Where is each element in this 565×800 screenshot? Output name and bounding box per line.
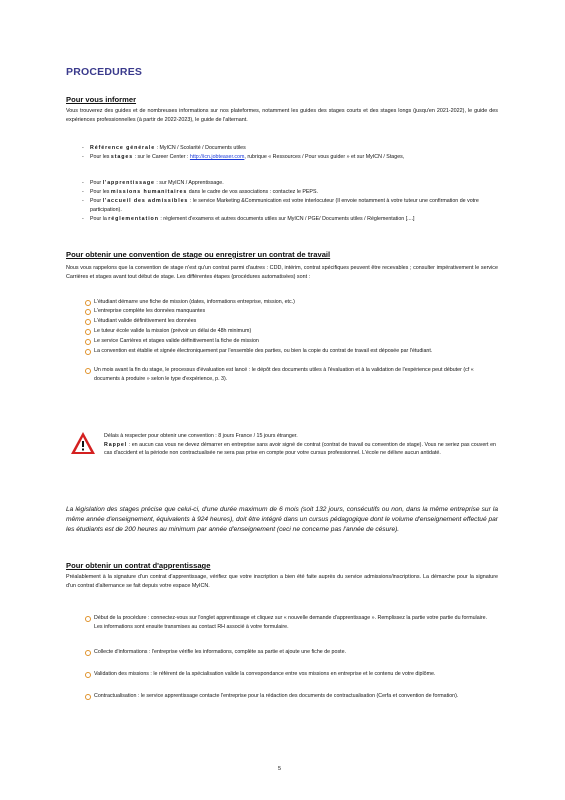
ring-bullet-icon [85, 368, 91, 374]
list-item: Contractualisation : le service apprentissage contacte l'entreprise pour la rédaction des documents de contractualisation (Cerfa et convention de formation). [94, 692, 494, 701]
list-item: - Pour les missions humanitaires dans le cadre de vos associations : contactez le PEPS. [82, 189, 318, 195]
dash-bullet: - [82, 180, 84, 186]
section-informer-intro: Vous trouverez des guides et de nombreuses informations sur nos plateformes, notamment les guides des stages courts et des stages longs (jusqu'en 2021-2022), le guide des expériences professionnelles (à partir de 2022-2023), le guide de l'alternant. [66, 108, 498, 123]
dash-bullet: - [82, 216, 84, 222]
list-item: La convention est établie et signée électroniquement par l'ensemble des parties, ou bien la copie du contrat de travail est déposée par l'étudiant. [94, 347, 494, 356]
ring-bullet-icon [85, 339, 91, 345]
list-item: Un mois avant la fin du stage, le processus d'évaluation est lancé : le dépôt des documents utiles à l'évaluation et à la validation de l'expérience peut débuter (cf « documents à produire » selon le type d'expérience, p. 3). [94, 366, 494, 383]
list-item: L'étudiant valide définitivement les données [94, 317, 494, 326]
page-title: PROCEDURES [66, 66, 143, 78]
ring-bullet-icon [85, 300, 91, 306]
list-item: - Pour l'accueil des admissibles : le service Marketing &Communication est votre interlocuteur (Il envoie notamment à votre tuteur une confirmation de votre participation). [82, 198, 479, 213]
ring-bullet-icon [85, 672, 91, 678]
warning-triangle-icon [70, 431, 96, 455]
warning-note: Délais à respecter pour obtenir une convention : 8 jours France / 15 jours étranger. Rappel : en aucun cas vous ne devez démarrer en entreprise sans avoir signé de contrat (contrat de travail ou convention de stage). Vous ne seriez pas couvert en cas d'accident et la période non contractualisée ne sera pas prise en compte pour votre cursus professionnel. L'école ne délivre aucun antidaté. [104, 433, 496, 457]
ring-bullet-icon [85, 329, 91, 335]
page-number: 5 [278, 766, 282, 772]
list-item: - Pour l'apprentissage : sur MyICN / Apprentissage. [82, 180, 224, 186]
career-center-link[interactable]: http://icn.jobteaser.com [189, 154, 245, 160]
ring-bullet-icon [85, 650, 91, 656]
list-item: Le service Carrières et stages valide définitivement la fiche de mission [94, 337, 494, 346]
section-heading-convention: Pour obtenir une convention de stage ou enregistrer un contrat de travail [66, 250, 331, 259]
list-item: L'entreprise complète les données manquantes [94, 307, 494, 316]
ring-bullet-icon [85, 319, 91, 325]
ring-bullet-icon [85, 694, 91, 700]
list-item: Collecte d'informations : l'entreprise vérifie les informations, complète sa partie et ajoute une fiche de poste. [94, 648, 494, 657]
dash-bullet: - [82, 154, 84, 160]
list-item: Validation des missions : le référent de la spécialisation valide la correspondance entre vos missions en entreprise et le contenu de votre diplôme. [94, 670, 494, 679]
dash-bullet: - [82, 189, 84, 195]
list-item: - Pour les stages : sur le Career Center : http://icn.jobteaser.com, rubrique « Ressources / Pour vous guider » et sur MyICN / Stages, [82, 154, 405, 160]
legislation-paragraph: La législation des stages précise que celui-ci, d'une durée maximum de 6 mois (soit 132 jours, consécutifs ou non, dans la même entreprise sur la même année d'enseignement, équivalents à 924 heures), doit être intégré dans un cursus pédagogique dont le volume d'enseignement effectué par les étudiants est de 200 heures au minimum par année d'enseignement (ceci ne concerne pas l'année de césure). [66, 506, 498, 533]
list-item: - Référence générale : MyICN / Scolarité / Documents utiles [82, 145, 246, 151]
dash-bullet: - [82, 198, 84, 204]
section-apprentissage-intro: Préalablement à la signature d'un contrat d'apprentissage, vérifiez que votre inscription a bien été faite auprès du service admissions/inscriptions. La démarche pour la signature d'un contrat d'alternance se fait depuis votre espace MyICN. [66, 574, 498, 589]
list-item: Début de la procédure : connectez-vous sur l'onglet apprentissage et cliquez sur « nouvelle demande d'apprentissage ». Remplissez la partie votre partie du formulaire. Les informations sont ensuite transmises au contact RH associé à votre formulaire. [94, 614, 494, 631]
list-item: Le tuteur école valide la mission (prévoir un délai de 48h minimum) [94, 327, 494, 336]
ring-bullet-icon [85, 349, 91, 355]
ring-bullet-icon [85, 616, 91, 622]
section-convention-intro: Nous vous rappelons que la convention de stage n'est qu'un contrat parmi d'autres : CDD, intérim, contrat spécifiques peuvent être recevables ; consulter impérativement le service Carrières et stages avant tout début de stage. Les différentes étapes (procédures automatisées) sont : [66, 265, 498, 280]
dash-bullet: - [82, 145, 84, 151]
section-heading-apprentissage: Pour obtenir un contrat d'apprentissage [66, 561, 211, 570]
list-item: - Pour la réglementation : règlement d'examens et autres documents utiles sur MyICN / PGE/ Documents utiles / Réglementation [....] [82, 216, 415, 222]
list-item: L'étudiant démarre une fiche de mission (dates, informations entreprise, mission, etc.) [94, 298, 494, 307]
section-heading-informer: Pour vous informer [66, 95, 137, 104]
ring-bullet-icon [85, 309, 91, 315]
